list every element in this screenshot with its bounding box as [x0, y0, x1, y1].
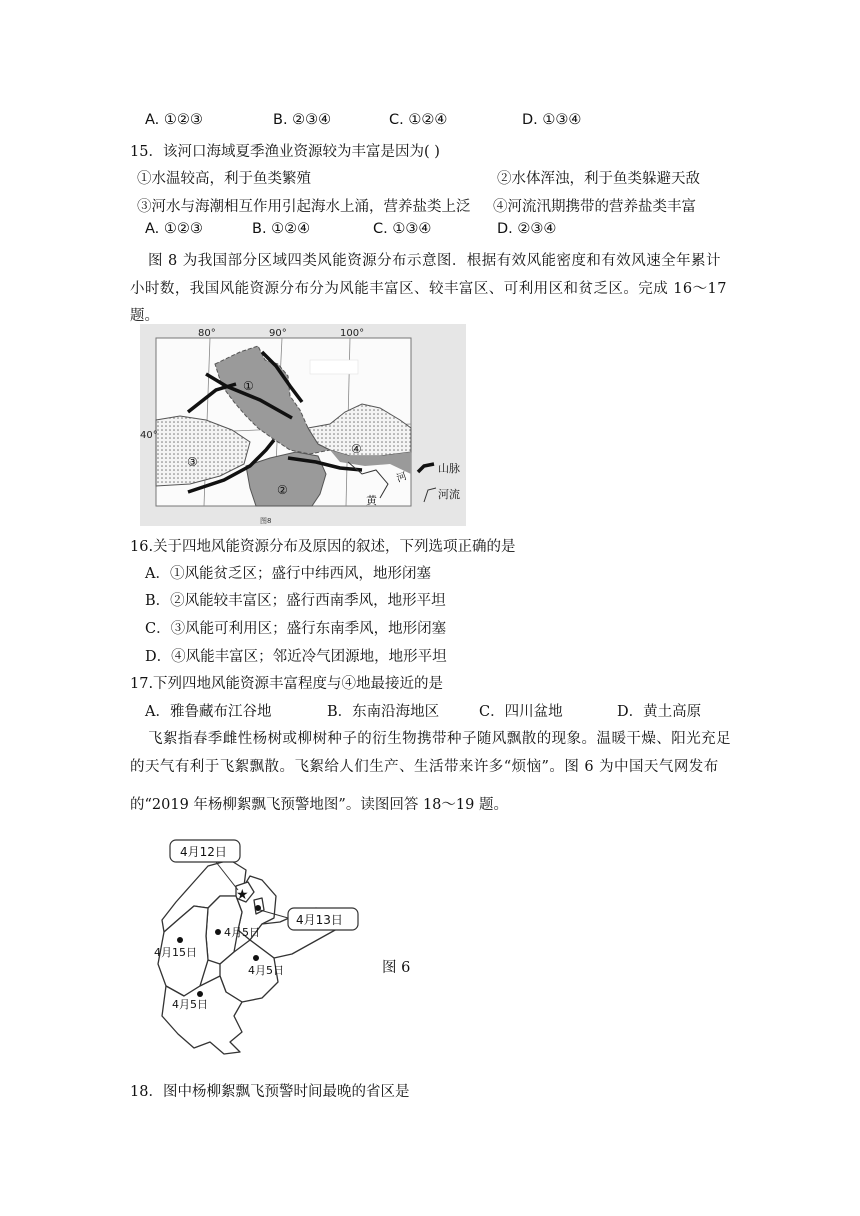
q17-stem: 17.下列四地风能资源丰富程度与④地最接近的是	[130, 676, 444, 692]
point-shanxi	[215, 929, 221, 935]
lon-90-label: 90°	[269, 328, 287, 339]
q16-stem: 16.关于四地风能资源分布及原因的叙述，下列选项正确的是	[130, 539, 516, 555]
q15-statement-4: ④河流汛期携带的营养盐类丰富	[493, 199, 696, 215]
river-char-huang: 黄	[366, 494, 377, 507]
q14-option-b: B. ②③④	[273, 112, 332, 128]
label-shanxi: 4月5日	[224, 926, 260, 939]
label-south: 4月5日	[172, 998, 208, 1011]
map8-caption: 图8	[260, 517, 272, 525]
lon-80-label: 80°	[198, 328, 216, 339]
blank-label	[310, 360, 358, 374]
q17-option-a: A．雅鲁藏布江谷地	[145, 704, 272, 720]
map6-caption: 图 6	[382, 960, 411, 976]
intro-16-17-line-1: 图 8 为我国部分区域四类风能资源分布示意图．根据有效风能密度和有效风速全年累计	[148, 253, 721, 269]
intro-16-17-line-3: 题。	[130, 308, 159, 324]
label-apr12: 4月12日	[180, 845, 227, 859]
point-henan	[253, 955, 259, 961]
label-henan: 4月5日	[248, 964, 284, 977]
point-tianjin	[255, 905, 261, 911]
intro-18-19-line-2: 的天气有利于飞絮飘散。飞絮给人们生产、生活带来许多“烦恼”。图 6 为中国天气网发布	[130, 759, 719, 775]
q15-option-a: A. ①②③	[145, 221, 203, 237]
region-2-label: ②	[277, 483, 288, 497]
q15-option-b: B. ①②④	[252, 221, 311, 237]
label-west: 4月15日	[154, 946, 197, 959]
region-3-label: ③	[187, 455, 198, 469]
q14-option-c: C. ①②④	[389, 112, 448, 128]
q14-option-d: D. ①③④	[522, 112, 582, 128]
wind-resource-map	[140, 324, 466, 526]
q15-stem: 15．该河口海域夏季渔业资源较为丰富是因为( )	[130, 144, 440, 160]
q15-statement-2: ②水体浑浊，利于鱼类躲避天敌	[497, 171, 700, 187]
intro-16-17-line-2: 小时数，我国风能资源分布分为风能丰富区、较丰富区、可利用区和贫乏区。完成 16～17	[130, 281, 727, 297]
region-1-label: ①	[243, 379, 254, 393]
q16-option-a: A．①风能贫乏区；盛行中纬西风，地形闭塞	[145, 566, 431, 582]
q17-option-c: C．四川盆地	[479, 704, 563, 720]
q16-option-c: C．③风能可利用区；盛行东南季风，地形闭塞	[145, 621, 447, 637]
q17-option-b: B．东南沿海地区	[327, 704, 440, 720]
catkin-warning-map	[150, 836, 430, 1066]
q14-option-a: A. ①②③	[145, 112, 203, 128]
label-apr13: 4月13日	[296, 913, 343, 927]
intro-18-19-line-3: 的“2019 年杨柳絮飘飞预警地图”。读图回答 18～19 题。	[130, 797, 508, 813]
q15-option-c: C. ①③④	[373, 221, 432, 237]
lat-40-label: 40°	[140, 430, 158, 441]
q16-option-b: B．②风能较丰富区；盛行西南季风，地形平坦	[145, 593, 446, 609]
q17-option-d: D．黄土高原	[617, 704, 702, 720]
river-char-he: 河	[395, 471, 409, 485]
q18-stem: 18．图中杨柳絮飘飞预警时间最晚的省区是	[130, 1084, 410, 1100]
intro-18-19-line-1: 飞絮指春季雌性杨树或柳树种子的衍生物携带种子随风飘散的现象。温暖干燥、阳光充足	[148, 731, 732, 747]
region-4-label: ④	[351, 442, 362, 456]
q15-option-d: D. ②③④	[497, 221, 557, 237]
legend-mountain-label: 山脉	[438, 462, 460, 475]
legend-river-label: 河流	[438, 488, 460, 501]
q15-statement-1: ①水温较高，利于鱼类繁殖	[137, 171, 311, 187]
q15-statement-3: ③河水与海潮相互作用引起海水上涌，营养盐类上泛	[137, 199, 471, 215]
q16-option-d: D．④风能丰富区；邻近冷气团源地，地形平坦	[145, 649, 447, 665]
point-south	[197, 991, 203, 997]
star-icon: ★	[236, 887, 249, 903]
lon-100-label: 100°	[340, 328, 365, 339]
point-west	[177, 937, 183, 943]
